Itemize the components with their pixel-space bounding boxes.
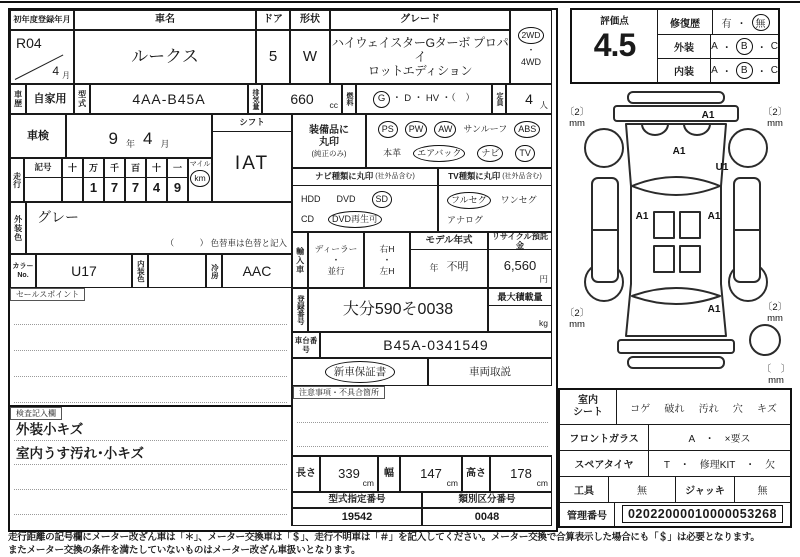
sales-point-tag: セールスポイント (10, 288, 85, 301)
drive-2wd: 2WD (518, 27, 545, 44)
repair-options (713, 10, 778, 34)
rear-bumper (628, 357, 724, 368)
mileage-col-label: 十 (63, 159, 82, 178)
chassis-label: 車台番号 (292, 332, 320, 358)
mileage-col-100 (125, 158, 146, 202)
seat-opt-stain: 汚れ (698, 403, 719, 415)
tv-analog: アナログ (447, 215, 484, 226)
shift-cell (212, 114, 292, 202)
registration-label: 登録番号 (292, 288, 308, 332)
fuel-gasoline: G (373, 91, 390, 108)
int-color-value (148, 254, 206, 288)
equip-airbag: エアバック (413, 145, 465, 162)
capacity-number: 4 (525, 90, 533, 107)
mileage-digit: 7 (110, 179, 119, 195)
displacement-number: 660 (290, 90, 314, 107)
equipment-items (366, 114, 552, 168)
caution-tag: 注意事項・不具合箇所 (293, 386, 385, 399)
seat-options (617, 390, 790, 424)
grade-b-circled: B (736, 62, 753, 79)
equip-navi: ナビ (477, 145, 503, 162)
ruled-line (14, 350, 287, 351)
tv-type-cell (438, 168, 552, 232)
sep: ・ (756, 66, 767, 78)
equipment-label2: 丸印 (319, 136, 339, 148)
reg-date-label: 初年度登録年月 (10, 10, 74, 30)
jack-value: 無 (757, 485, 768, 497)
mileage-col-10 (146, 158, 167, 202)
grade-c: C (770, 64, 778, 76)
main-table (8, 8, 558, 532)
control-no-value: 02022000010000053268 (622, 505, 783, 523)
control-no-row (560, 502, 790, 526)
grade-line2: ロットエディション (367, 64, 473, 79)
reg-date-month: 4 (52, 64, 59, 79)
footer-line2: またメーター交換の条件を満たしていないものはメーター改ざん車扱いとなります。 (8, 545, 361, 556)
fuel-label: 燃料 (342, 84, 356, 114)
grade-label: グレード (330, 10, 510, 30)
recycle-value: 6,560 (503, 257, 537, 273)
windshield-value: A ・ ×要ス (688, 433, 751, 445)
fuel-value (356, 84, 492, 114)
shift-value: IAT (234, 153, 270, 175)
tread-rear-left: 〔2〕 (564, 308, 590, 319)
height-unit: cm (536, 478, 548, 489)
interior-grade-row (658, 58, 778, 82)
drive-4wd: 4WD (521, 56, 541, 67)
seat-row (560, 390, 790, 425)
damage-mark-rear: A1 (707, 304, 721, 315)
sep: ・ (736, 18, 747, 30)
tv-row2 (447, 215, 543, 225)
ext-color-note (166, 239, 287, 249)
reg-date-era: R04 (16, 35, 42, 51)
seat-label2: シート (573, 407, 603, 418)
navi-row1 (301, 191, 429, 208)
tv-header-note: (社外品含む) (502, 172, 542, 180)
ruled-line (14, 402, 287, 403)
footer-line1: 走行距離の記号欄にメーター改ざん車は「＊」、メーター交換車は「＄」、走行不明車は「＃」を記入してください。メーター交換で合算表示した場合にも「＄」は必要となります。 (8, 532, 760, 543)
condition-table (558, 388, 792, 528)
spare-tire-value: T ・ 修理KIT ・ 欠 (663, 459, 776, 471)
seat-label1: 室内 (578, 394, 598, 406)
navi-dvd: DVD (336, 193, 356, 204)
displacement-unit: cc (329, 100, 338, 111)
grade-line1: ハイウェイスターGターボ プロパイ (331, 35, 509, 64)
history-value: 自家用 (26, 84, 74, 114)
score-label: 評価点 (600, 16, 629, 27)
seat-label (560, 390, 617, 424)
model-code-label: 型式 (74, 84, 90, 114)
repair-label: 修復歴 (658, 10, 713, 34)
displacement-label: 排気量 (248, 84, 262, 114)
color-no-label1: カラー (12, 262, 34, 270)
model-year-label: モデル年式 (411, 233, 487, 250)
ruled-line (14, 464, 287, 465)
mileage-col-1k (104, 158, 125, 202)
score-value: 4.5 (593, 27, 636, 63)
mileage-digit: 7 (131, 179, 140, 195)
grade-b-circled: B (736, 38, 753, 55)
tv-fullseg: フルセグ (447, 192, 491, 209)
import-parallel: 並行 (327, 266, 345, 276)
ext-color-value: グレー (37, 209, 79, 225)
mileage-symbol-cell (24, 158, 62, 202)
repair-no: 無 (752, 14, 770, 31)
tread-front-left: 〔2〕 (564, 107, 590, 118)
navi-hdd: HDD (301, 193, 321, 204)
equip-aw: AW (434, 121, 456, 138)
ext-color-paren: （ ） (165, 238, 209, 249)
mileage-col-10k (83, 158, 104, 202)
ruled-line (14, 376, 287, 377)
max-load-cell (488, 288, 552, 332)
sales-point-area (10, 288, 292, 405)
import-sep: ・ (331, 255, 341, 265)
mileage-unit-cell (188, 158, 212, 202)
ext-color-note-text: 色替車は色替と記入 (210, 238, 287, 249)
equipment-row2 (383, 145, 535, 162)
tread-unit: mm (768, 375, 784, 386)
syaken-label: 車検 (10, 114, 66, 158)
navi-type-cell (292, 168, 438, 232)
shift-label: シフト (213, 115, 291, 132)
shape-value: W (290, 30, 330, 84)
shape-label: 形状 (290, 10, 330, 30)
mileage-col-label: 百 (126, 159, 145, 178)
front-panel (614, 106, 738, 121)
rear-panel (618, 340, 734, 353)
ac-value: AAC (222, 254, 292, 288)
length-number: 339 (338, 465, 360, 481)
model-year-unit: 年 (429, 262, 439, 273)
mileage-col-1 (167, 158, 188, 202)
spare-tire-circle (750, 325, 780, 355)
damage-mark-front: A1 (701, 110, 715, 121)
color-no-label2: No. (17, 272, 29, 279)
interior-grade-options (711, 58, 778, 82)
ruled-line (14, 440, 287, 441)
spare-tire-row (560, 450, 790, 477)
exterior-grade-options (711, 34, 778, 58)
tread-unit: mm (767, 313, 783, 324)
class-no-value: 0048 (422, 508, 552, 526)
chassis-value: B45A-0341549 (320, 332, 552, 358)
color-no-label (10, 254, 36, 288)
tools-value: 無 (609, 476, 676, 502)
warranty-label: 新車保証書 (325, 361, 396, 383)
import-rh: 右H (379, 244, 395, 254)
mileage-label: 走行 (10, 158, 24, 202)
grade-c: C (770, 40, 778, 52)
navi-items (293, 187, 437, 231)
seat-opt-tear: 破れ (664, 403, 685, 415)
displacement-value (262, 84, 342, 114)
ruled-line (14, 514, 287, 515)
import-handle-cell (364, 232, 410, 288)
class-no-label: 類別区分番号 (422, 492, 552, 508)
syaken-month-unit: 月 (160, 138, 170, 149)
recycle-unit: 円 (539, 274, 548, 285)
manual-cell: 車両取説 (428, 358, 552, 386)
tread-unit: mm (569, 319, 585, 330)
navi-cd: CD (301, 213, 314, 224)
exterior-grade-row (658, 34, 778, 59)
inspector-notes-area (10, 405, 292, 526)
doors-value: 5 (256, 30, 290, 84)
ruled-line (297, 446, 548, 447)
type-no-label: 型式指定番号 (292, 492, 422, 508)
tv-header (439, 169, 551, 186)
seat-opt-burn: コゲ (630, 403, 651, 415)
length-value (320, 456, 378, 492)
tools-label: 工具 (560, 476, 609, 502)
ext-color-label: 外装色 (10, 202, 26, 254)
equip-tv: TV (515, 145, 535, 162)
spare-tire-label: スペアタイヤ (560, 450, 649, 476)
repair-yes: 有 (721, 18, 732, 30)
equip-abs: ABS (514, 121, 540, 138)
score-cell (572, 10, 658, 82)
interior-grade-label: 内装 (658, 58, 711, 82)
windshield-label: フロントガラス (560, 424, 649, 450)
ruled-line (14, 324, 287, 325)
capacity-unit: 人 (539, 100, 548, 111)
evaluation-box (570, 8, 780, 84)
seat-opt-hole: 穴 (732, 403, 743, 415)
car-damage-diagram (558, 88, 794, 386)
mileage-mile-label: マイル (189, 161, 211, 168)
equipment-note: (純正のみ) (311, 148, 347, 158)
model-year-value-wrap (429, 261, 468, 274)
mileage-col-label: 万 (84, 159, 103, 178)
reg-date-month-unit: 月 (62, 70, 70, 80)
capacity-value (506, 84, 552, 114)
width-label: 幅 (378, 456, 400, 492)
equipment-row1 (378, 121, 541, 138)
ruled-line (297, 422, 548, 423)
mileage-col-label: 千 (105, 159, 124, 178)
tv-items (439, 187, 551, 231)
grade-a: A (711, 40, 718, 52)
length-unit: cm (362, 478, 374, 489)
mileage-digit: 4 (152, 179, 161, 195)
tread-front-right: 〔2〕 (762, 107, 788, 118)
inspector-note-line1: 外装小キズ (16, 422, 84, 437)
reg-date-value (10, 30, 74, 84)
inspector-notes-tag: 検査記入欄 (10, 407, 62, 420)
mileage-col-label: 一 (168, 159, 187, 178)
wheel-front-left (585, 129, 623, 167)
length-label: 長さ (292, 456, 320, 492)
warranty-cell (292, 358, 428, 386)
scan-top-rule (0, 1, 800, 3)
windshield-row (560, 424, 790, 451)
mileage-symbol-label: 記号 (25, 159, 61, 178)
damage-mark-pillar: U1 (715, 162, 729, 173)
caution-area (292, 386, 552, 456)
mileage-col-label: 十 (147, 159, 166, 178)
equip-leather: 本革 (383, 147, 402, 158)
width-value (400, 456, 462, 492)
drive-sep: ・ (526, 45, 536, 56)
repair-row (658, 10, 778, 35)
import-lh: 左H (379, 266, 395, 276)
grade-a: A (711, 64, 718, 76)
tread-unit: mm (569, 118, 585, 129)
model-code-value: 4AA-B45A (90, 84, 248, 114)
doors-label: ドア (256, 10, 290, 30)
syaken-value (66, 114, 212, 158)
equip-pw: PW (405, 121, 428, 138)
tv-header-text: TV種類に丸印 (448, 171, 501, 182)
inspector-note-line2: 室内うす汚れ･小キズ (16, 446, 144, 461)
max-load-label: 最大積載量 (489, 289, 551, 306)
sep: ・ (756, 42, 767, 54)
mileage-digit: 1 (89, 179, 98, 195)
jack-label: ジャッキ (676, 476, 735, 502)
height-label: 高さ (462, 456, 490, 492)
car-name-value: ルークス (74, 30, 256, 84)
damage-mark-left-door: A1 (635, 211, 649, 222)
damage-mark-right-door: A1 (707, 211, 721, 222)
type-no-value: 19542 (292, 508, 422, 526)
seat-opt-scratch: キズ (757, 403, 777, 415)
navi-dvd-play: DVD再生可 (328, 211, 382, 228)
recycle-label: リサイクル預託金 (489, 233, 551, 250)
tread-unit: mm (767, 118, 783, 129)
max-load-unit: kg (539, 318, 548, 329)
syaken-month: 4 (143, 129, 153, 149)
navi-sd: SD (372, 191, 393, 208)
height-number: 178 (510, 465, 532, 481)
tread-rear-right: 〔2〕 (762, 302, 788, 313)
int-color-label: 内装色 (132, 254, 148, 288)
equip-ps: PS (378, 121, 398, 138)
navi-header (293, 169, 437, 186)
damage-mark-hood: A1 (672, 146, 686, 157)
history-label: 車歴 (10, 84, 26, 114)
height-value (490, 456, 552, 492)
width-number: 147 (420, 465, 442, 481)
syaken-year-unit: 年 (125, 138, 135, 149)
recycle-cell (488, 232, 552, 288)
equipment-label-cell (292, 114, 366, 168)
control-no-label: 管理番号 (560, 502, 615, 526)
tools-row (560, 476, 790, 503)
car-name-label: 車名 (74, 10, 256, 30)
import-dealer: ディーラー (314, 244, 358, 254)
ac-label: 冷房 (206, 254, 222, 288)
navi-header-note: (社外品含む) (375, 172, 415, 180)
import-sep2: ・ (382, 255, 392, 265)
tv-oneseg: ワンセグ (500, 195, 537, 206)
mileage-col-100k (62, 158, 83, 202)
import-label: 輸入車 (292, 232, 308, 288)
width-unit: cm (446, 478, 458, 489)
mileage-digit: 9 (173, 179, 182, 195)
ruled-line (14, 489, 287, 490)
sep: ・ (721, 66, 732, 78)
front-bumper (628, 92, 724, 103)
control-no-cell (615, 502, 790, 526)
sep: ・ (721, 42, 732, 54)
model-year-value: 不明 (446, 260, 469, 273)
equip-sunroof: サンルーフ (463, 123, 508, 134)
tread-spare: 〔 〕 (761, 364, 791, 375)
capacity-label: 定員 (492, 84, 506, 114)
exterior-grade-label: 外装 (658, 34, 711, 58)
syaken-year: 9 (108, 129, 118, 149)
navi-row2 (301, 211, 429, 228)
model-year-cell (410, 232, 488, 288)
navi-header-text: ナビ種類に丸印 (315, 171, 374, 182)
fuel-rest: ・ D ・ HV ・（ ） (392, 92, 475, 104)
ext-color-cell (26, 202, 292, 254)
wheel-front-right (729, 129, 767, 167)
equipment-label1: 装備品に (309, 124, 349, 136)
import-dealer-cell (308, 232, 364, 288)
mileage-km-unit: km (190, 170, 209, 187)
tv-row1 (447, 192, 543, 209)
drive-cell (510, 10, 552, 84)
color-no-value: U17 (36, 254, 132, 288)
registration-value: 大分590そ0038 (308, 288, 488, 332)
grade-value (330, 30, 510, 84)
